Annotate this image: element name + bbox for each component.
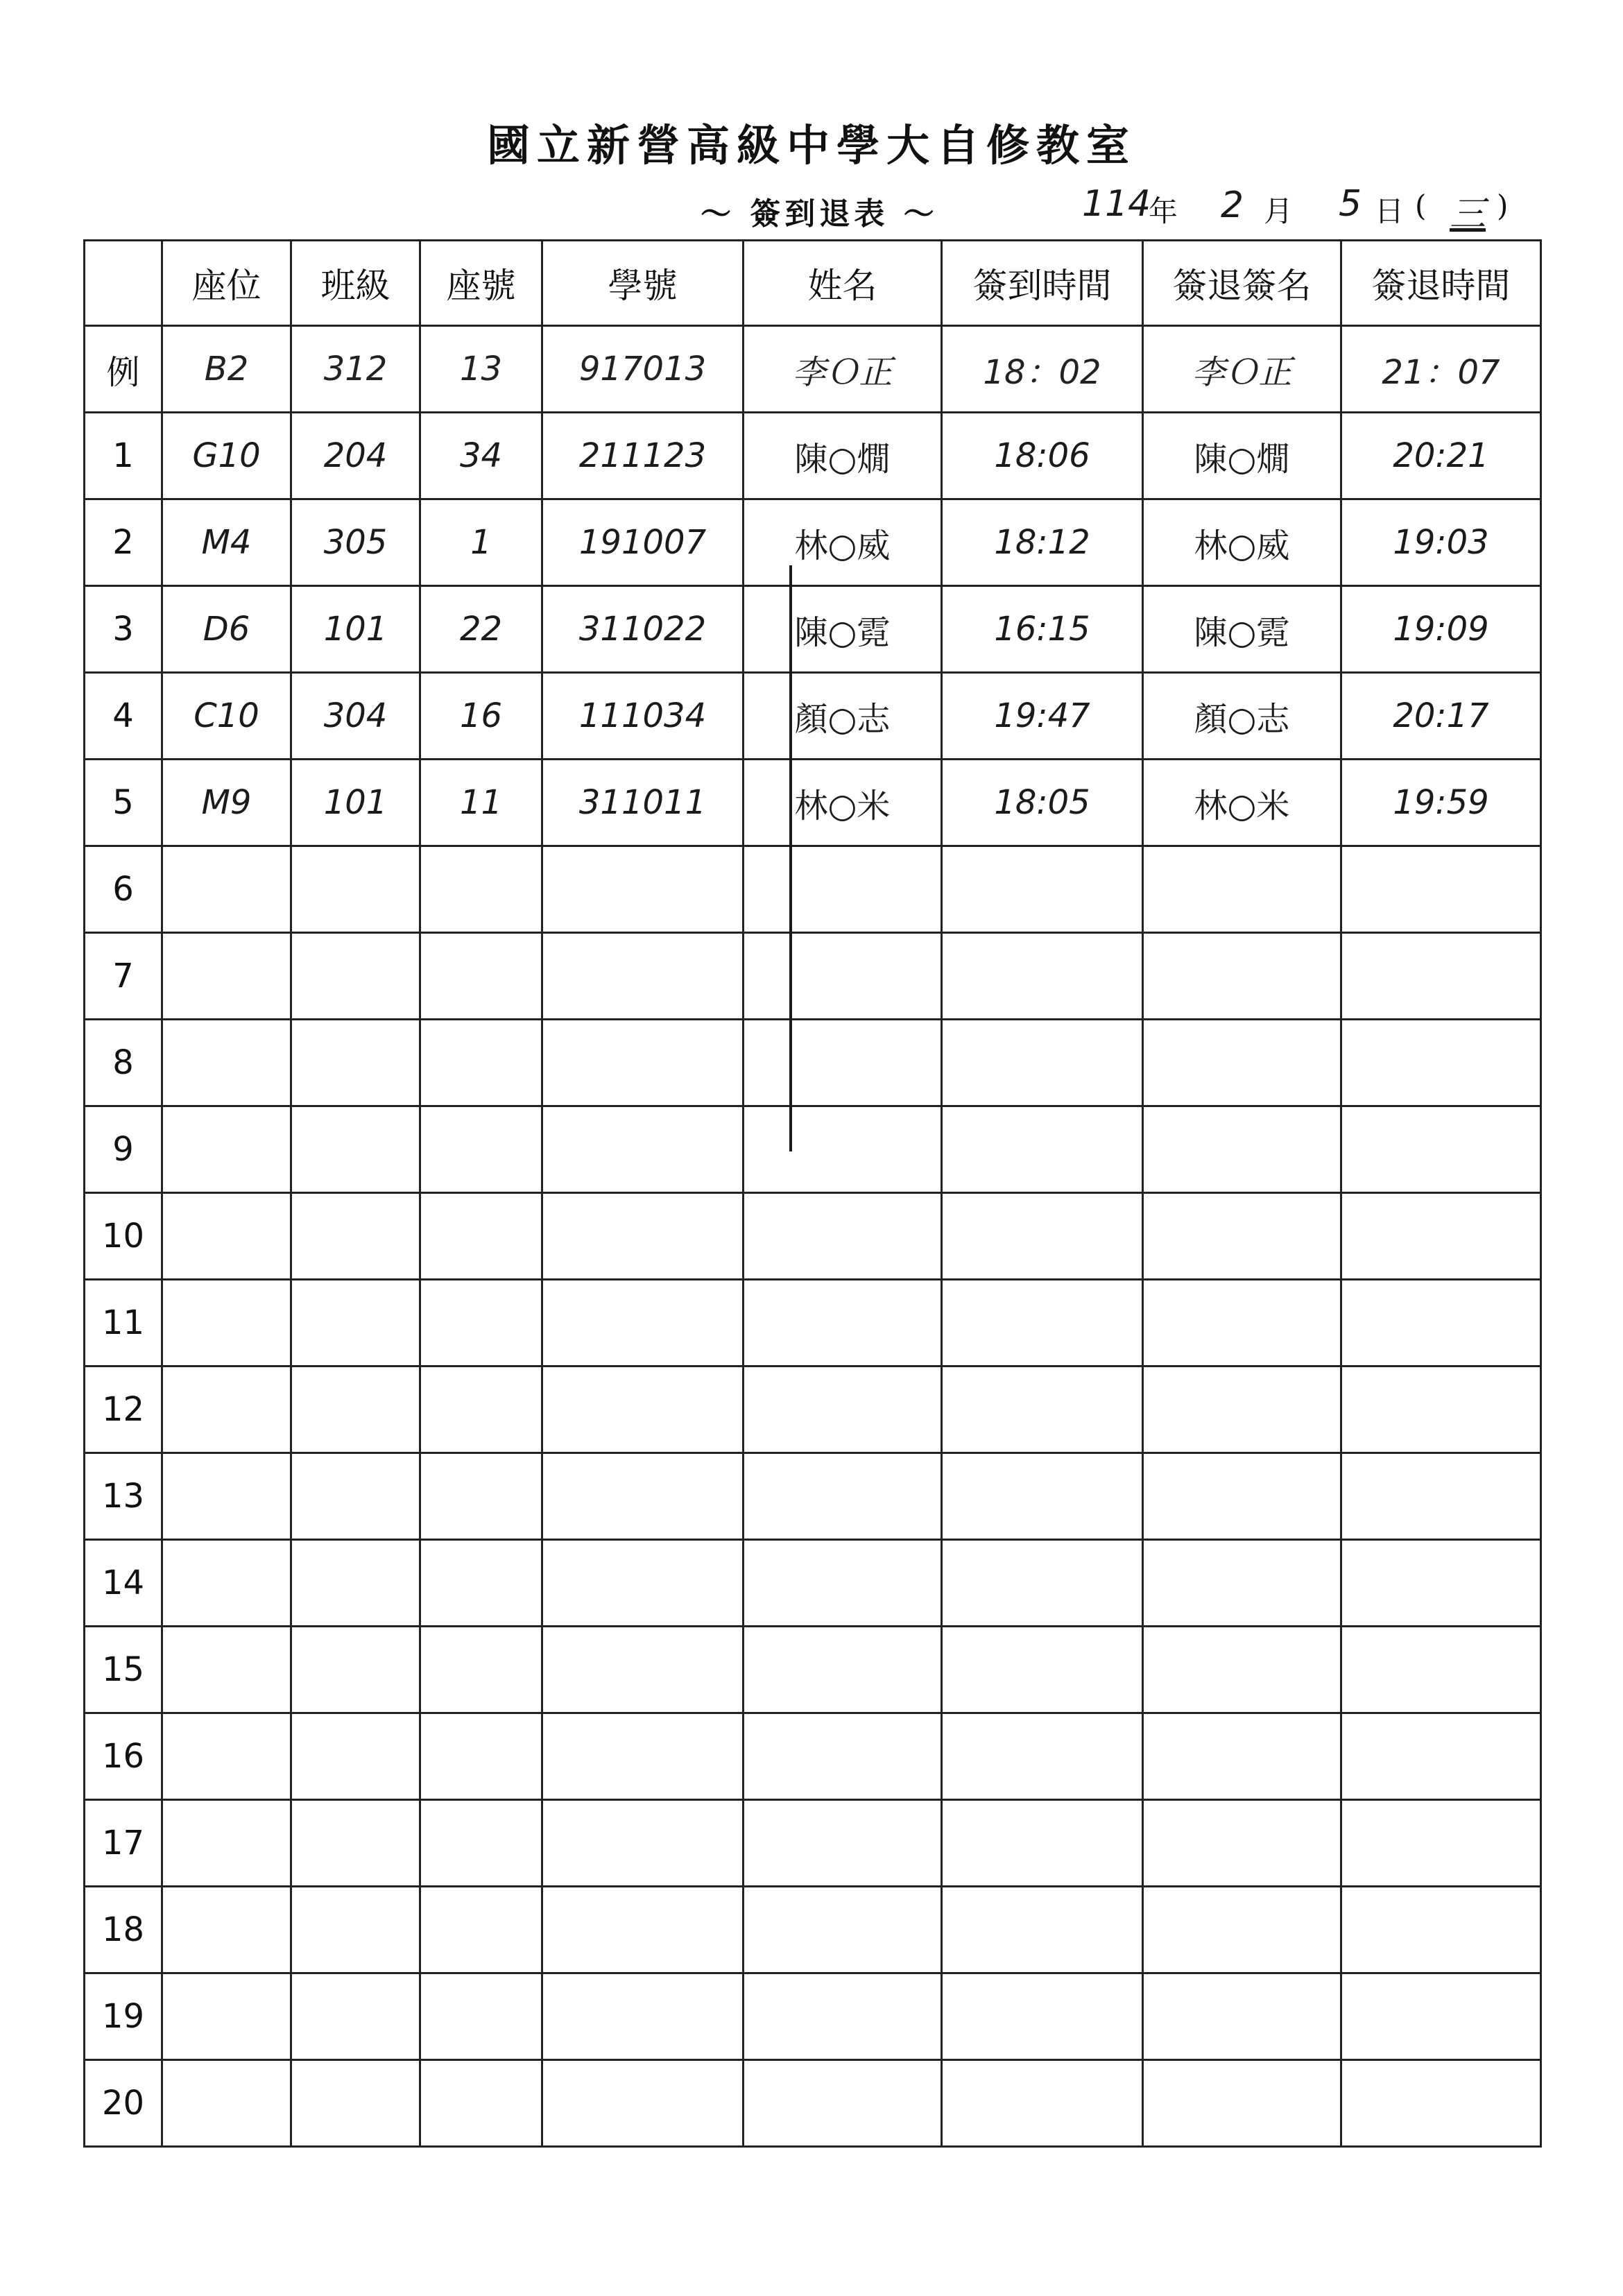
checkin-time-cell bbox=[942, 1800, 1143, 1887]
checkout-time-cell bbox=[1341, 933, 1541, 1020]
checkin-time-cell: 18:05 bbox=[942, 760, 1143, 846]
seat-cell bbox=[162, 1020, 291, 1106]
date-line bbox=[1082, 182, 1526, 237]
class-cell bbox=[291, 1453, 420, 1540]
seat-cell bbox=[162, 1800, 291, 1887]
seat-number-cell bbox=[420, 1193, 542, 1280]
checkout-time-cell: 19:09 bbox=[1341, 586, 1541, 673]
checkin-time-cell bbox=[942, 846, 1143, 933]
row-index: 7 bbox=[85, 933, 162, 1020]
checkin-time-cell: 16:15 bbox=[942, 586, 1143, 673]
name-cell: 顏○志 bbox=[744, 673, 942, 760]
checkout-time-cell bbox=[1341, 846, 1541, 933]
seat-cell bbox=[162, 1280, 291, 1367]
checkout-signature-cell bbox=[1143, 1627, 1341, 1713]
name-cell bbox=[744, 1280, 942, 1367]
seat-number-cell: 16 bbox=[420, 673, 542, 760]
checkout-time-cell bbox=[1341, 1367, 1541, 1453]
checkout-time-cell bbox=[1341, 1106, 1541, 1193]
example-row bbox=[85, 326, 1541, 413]
date-day-unit: 日 bbox=[1375, 194, 1405, 228]
date-month: 2 bbox=[1221, 185, 1244, 226]
table-row bbox=[85, 586, 1541, 673]
seat-cell: G10 bbox=[162, 413, 291, 499]
table-row bbox=[85, 1020, 1541, 1106]
checkout-signature-cell bbox=[1143, 933, 1341, 1020]
checkin-time-cell bbox=[942, 1280, 1143, 1367]
student-id-cell: 917013 bbox=[542, 326, 744, 413]
checkout-signature-cell: 李Ｏ正 bbox=[1143, 326, 1341, 413]
seat-number-cell bbox=[420, 1540, 542, 1627]
checkout-signature-cell bbox=[1143, 2060, 1341, 2147]
date-year-unit: 年 bbox=[1149, 194, 1178, 228]
class-cell bbox=[291, 1973, 420, 2060]
checkout-time-cell bbox=[1341, 1020, 1541, 1106]
student-id-cell bbox=[542, 1453, 744, 1540]
sign-in-table bbox=[83, 239, 1542, 2148]
class-cell bbox=[291, 1367, 420, 1453]
class-cell: 304 bbox=[291, 673, 420, 760]
date-day: 5 bbox=[1339, 183, 1362, 225]
name-cell bbox=[744, 1540, 942, 1627]
date-month-unit: 月 bbox=[1264, 194, 1294, 228]
class-cell: 305 bbox=[291, 499, 420, 586]
seat-number-cell bbox=[420, 1106, 542, 1193]
row-index: 20 bbox=[85, 2060, 162, 2147]
seat-number-cell bbox=[420, 1280, 542, 1367]
header-class: 班級 bbox=[291, 241, 420, 326]
checkout-signature-cell bbox=[1143, 1280, 1341, 1367]
name-cell bbox=[744, 1887, 942, 1973]
checkin-time-cell bbox=[942, 1106, 1143, 1193]
header-student-id: 學號 bbox=[542, 241, 744, 326]
student-id-cell bbox=[542, 1020, 744, 1106]
checkin-time-cell: 18:12 bbox=[942, 499, 1143, 586]
seat-number-cell bbox=[420, 1713, 542, 1800]
checkin-time-cell bbox=[942, 1713, 1143, 1800]
seat-cell: M4 bbox=[162, 499, 291, 586]
name-cell bbox=[744, 1453, 942, 1540]
table-row bbox=[85, 846, 1541, 933]
row-index: 15 bbox=[85, 1627, 162, 1713]
checkout-time-cell bbox=[1341, 1800, 1541, 1887]
name-cell bbox=[744, 846, 942, 933]
checkout-signature-cell: 陳○燗 bbox=[1143, 413, 1341, 499]
seat-cell bbox=[162, 1540, 291, 1627]
checkout-time-cell bbox=[1341, 1453, 1541, 1540]
checkout-signature-cell: 林○米 bbox=[1143, 760, 1341, 846]
row-index: 13 bbox=[85, 1453, 162, 1540]
date-weekday: 三 bbox=[1450, 194, 1486, 235]
table-row bbox=[85, 1540, 1541, 1627]
seat-number-cell bbox=[420, 1020, 542, 1106]
name-cell: 李Ｏ正 bbox=[744, 326, 942, 413]
table-row bbox=[85, 933, 1541, 1020]
checkout-signature-cell bbox=[1143, 1193, 1341, 1280]
student-id-cell: 311022 bbox=[542, 586, 744, 673]
name-cell bbox=[744, 1106, 942, 1193]
checkout-signature-cell bbox=[1143, 1800, 1341, 1887]
seat-number-cell bbox=[420, 933, 542, 1020]
class-cell: 101 bbox=[291, 586, 420, 673]
seat-number-cell bbox=[420, 1973, 542, 2060]
student-id-cell: 191007 bbox=[542, 499, 744, 586]
checkout-time-cell: 19:59 bbox=[1341, 760, 1541, 846]
header-checkout-time: 簽退時間 bbox=[1341, 241, 1541, 326]
class-cell bbox=[291, 933, 420, 1020]
checkout-signature-cell bbox=[1143, 1367, 1341, 1453]
student-id-cell bbox=[542, 933, 744, 1020]
class-cell bbox=[291, 1713, 420, 1800]
header-name: 姓名 bbox=[744, 241, 942, 326]
checkout-time-cell: 20:21 bbox=[1341, 413, 1541, 499]
row-index: 例 bbox=[85, 326, 162, 413]
name-cell: 陳○燗 bbox=[744, 413, 942, 499]
class-cell bbox=[291, 1540, 420, 1627]
checkout-signature-cell: 顏○志 bbox=[1143, 673, 1341, 760]
seat-number-cell bbox=[420, 1367, 542, 1453]
table-row bbox=[85, 1973, 1541, 2060]
date-year: 114 bbox=[1082, 183, 1151, 225]
form-subtitle: ～ 簽到退表 ～ bbox=[701, 196, 938, 232]
row-index: 11 bbox=[85, 1280, 162, 1367]
row-index: 19 bbox=[85, 1973, 162, 2060]
row-index: 2 bbox=[85, 499, 162, 586]
row-index: 12 bbox=[85, 1367, 162, 1453]
student-id-cell bbox=[542, 1713, 744, 1800]
seat-cell: C10 bbox=[162, 673, 291, 760]
seat-number-cell: 22 bbox=[420, 586, 542, 673]
date-open-paren: ( bbox=[1415, 189, 1427, 223]
seat-cell bbox=[162, 1713, 291, 1800]
seat-number-cell: 13 bbox=[420, 326, 542, 413]
checkout-time-cell bbox=[1341, 1713, 1541, 1800]
checkout-signature-cell bbox=[1143, 846, 1341, 933]
pen-stroke-line bbox=[789, 565, 792, 1151]
row-index: 4 bbox=[85, 673, 162, 760]
checkin-time-cell bbox=[942, 1453, 1143, 1540]
row-index: 18 bbox=[85, 1887, 162, 1973]
table-row bbox=[85, 1453, 1541, 1540]
class-cell bbox=[291, 1280, 420, 1367]
table-row bbox=[85, 1713, 1541, 1800]
name-cell bbox=[744, 1367, 942, 1453]
checkout-signature-cell bbox=[1143, 1713, 1341, 1800]
checkout-time-cell bbox=[1341, 1973, 1541, 2060]
class-cell: 312 bbox=[291, 326, 420, 413]
checkin-time-cell bbox=[942, 1540, 1143, 1627]
student-id-cell bbox=[542, 1627, 744, 1713]
checkout-time-cell bbox=[1341, 1627, 1541, 1713]
seat-cell bbox=[162, 1887, 291, 1973]
checkin-time-cell bbox=[942, 1887, 1143, 1973]
header-row bbox=[85, 241, 1541, 326]
seat-number-cell: 11 bbox=[420, 760, 542, 846]
seat-number-cell: 1 bbox=[420, 499, 542, 586]
name-cell bbox=[744, 2060, 942, 2147]
table-row bbox=[85, 413, 1541, 499]
seat-cell bbox=[162, 1453, 291, 1540]
checkout-time-cell: 21：07 bbox=[1341, 326, 1541, 413]
checkout-signature-cell bbox=[1143, 1453, 1341, 1540]
row-index: 16 bbox=[85, 1713, 162, 1800]
row-index: 6 bbox=[85, 846, 162, 933]
seat-cell: M9 bbox=[162, 760, 291, 846]
table-row bbox=[85, 1800, 1541, 1887]
table-row bbox=[85, 1887, 1541, 1973]
checkin-time-cell bbox=[942, 1367, 1143, 1453]
class-cell bbox=[291, 1193, 420, 1280]
seat-cell bbox=[162, 1627, 291, 1713]
seat-cell bbox=[162, 2060, 291, 2147]
name-cell bbox=[744, 933, 942, 1020]
student-id-cell bbox=[542, 1973, 744, 2060]
class-cell bbox=[291, 2060, 420, 2147]
name-cell bbox=[744, 1973, 942, 2060]
checkin-time-cell bbox=[942, 1020, 1143, 1106]
checkin-time-cell bbox=[942, 1193, 1143, 1280]
student-id-cell bbox=[542, 1800, 744, 1887]
row-index: 3 bbox=[85, 586, 162, 673]
name-cell: 陳○霓 bbox=[744, 586, 942, 673]
student-id-cell bbox=[542, 846, 744, 933]
checkout-time-cell: 19:03 bbox=[1341, 499, 1541, 586]
name-cell: 林○米 bbox=[744, 760, 942, 846]
name-cell bbox=[744, 1713, 942, 1800]
header-checkout-signature: 簽退簽名 bbox=[1143, 241, 1341, 326]
student-id-cell bbox=[542, 1887, 744, 1973]
seat-cell: B2 bbox=[162, 326, 291, 413]
checkin-time-cell: 18：02 bbox=[942, 326, 1143, 413]
header-seat: 座位 bbox=[162, 241, 291, 326]
header-seat-number: 座號 bbox=[420, 241, 542, 326]
row-index: 10 bbox=[85, 1193, 162, 1280]
row-index: 1 bbox=[85, 413, 162, 499]
seat-cell bbox=[162, 1367, 291, 1453]
checkin-time-cell bbox=[942, 2060, 1143, 2147]
date-close-paren: ) bbox=[1497, 189, 1509, 223]
seat-cell bbox=[162, 933, 291, 1020]
checkout-signature-cell bbox=[1143, 1020, 1341, 1106]
table-row bbox=[85, 1193, 1541, 1280]
table-row bbox=[85, 1367, 1541, 1453]
checkin-time-cell bbox=[942, 1973, 1143, 2060]
name-cell bbox=[744, 1627, 942, 1713]
checkout-time-cell bbox=[1341, 1540, 1541, 1627]
checkout-signature-cell bbox=[1143, 1887, 1341, 1973]
checkout-signature-cell bbox=[1143, 1973, 1341, 2060]
checkout-signature-cell bbox=[1143, 1540, 1341, 1627]
seat-number-cell bbox=[420, 1800, 542, 1887]
row-index: 9 bbox=[85, 1106, 162, 1193]
seat-number-cell bbox=[420, 1453, 542, 1540]
table-row bbox=[85, 1627, 1541, 1713]
class-cell bbox=[291, 1800, 420, 1887]
name-cell bbox=[744, 1800, 942, 1887]
table-row bbox=[85, 1106, 1541, 1193]
class-cell bbox=[291, 1627, 420, 1713]
seat-number-cell bbox=[420, 846, 542, 933]
header-checkin-time: 簽到時間 bbox=[942, 241, 1143, 326]
student-id-cell: 111034 bbox=[542, 673, 744, 760]
row-index: 14 bbox=[85, 1540, 162, 1627]
checkout-time-cell bbox=[1341, 2060, 1541, 2147]
student-id-cell bbox=[542, 1193, 744, 1280]
checkin-time-cell: 19:47 bbox=[942, 673, 1143, 760]
class-cell bbox=[291, 1106, 420, 1193]
name-cell bbox=[744, 1193, 942, 1280]
table-row bbox=[85, 499, 1541, 586]
seat-cell bbox=[162, 846, 291, 933]
seat-number-cell bbox=[420, 2060, 542, 2147]
name-cell: 林○威 bbox=[744, 499, 942, 586]
class-cell: 204 bbox=[291, 413, 420, 499]
seat-cell bbox=[162, 1106, 291, 1193]
checkout-time-cell bbox=[1341, 1280, 1541, 1367]
checkout-time-cell bbox=[1341, 1193, 1541, 1280]
class-cell bbox=[291, 846, 420, 933]
seat-number-cell: 34 bbox=[420, 413, 542, 499]
checkout-time-cell: 20:17 bbox=[1341, 673, 1541, 760]
checkin-time-cell bbox=[942, 933, 1143, 1020]
page-title: 國立新營高級中學大自修教室 bbox=[486, 120, 1136, 171]
student-id-cell bbox=[542, 1540, 744, 1627]
seat-cell bbox=[162, 1193, 291, 1280]
student-id-cell bbox=[542, 1280, 744, 1367]
checkout-signature-cell bbox=[1143, 1106, 1341, 1193]
table-row bbox=[85, 673, 1541, 760]
class-cell bbox=[291, 1020, 420, 1106]
row-index: 5 bbox=[85, 760, 162, 846]
student-id-cell bbox=[542, 1367, 744, 1453]
class-cell: 101 bbox=[291, 760, 420, 846]
seat-cell: D6 bbox=[162, 586, 291, 673]
student-id-cell: 311011 bbox=[542, 760, 744, 846]
name-cell bbox=[744, 1020, 942, 1106]
student-id-cell: 211123 bbox=[542, 413, 744, 499]
table-row bbox=[85, 1280, 1541, 1367]
table-row bbox=[85, 760, 1541, 846]
checkout-signature-cell: 陳○霓 bbox=[1143, 586, 1341, 673]
checkout-signature-cell: 林○威 bbox=[1143, 499, 1341, 586]
seat-cell bbox=[162, 1973, 291, 2060]
student-id-cell bbox=[542, 2060, 744, 2147]
row-index: 17 bbox=[85, 1800, 162, 1887]
checkout-time-cell bbox=[1341, 1887, 1541, 1973]
seat-number-cell bbox=[420, 1887, 542, 1973]
student-id-cell bbox=[542, 1106, 744, 1193]
class-cell bbox=[291, 1887, 420, 1973]
table-row bbox=[85, 2060, 1541, 2147]
seat-number-cell bbox=[420, 1627, 542, 1713]
header-index bbox=[85, 241, 162, 326]
checkin-time-cell: 18:06 bbox=[942, 413, 1143, 499]
row-index: 8 bbox=[85, 1020, 162, 1106]
checkin-time-cell bbox=[942, 1627, 1143, 1713]
